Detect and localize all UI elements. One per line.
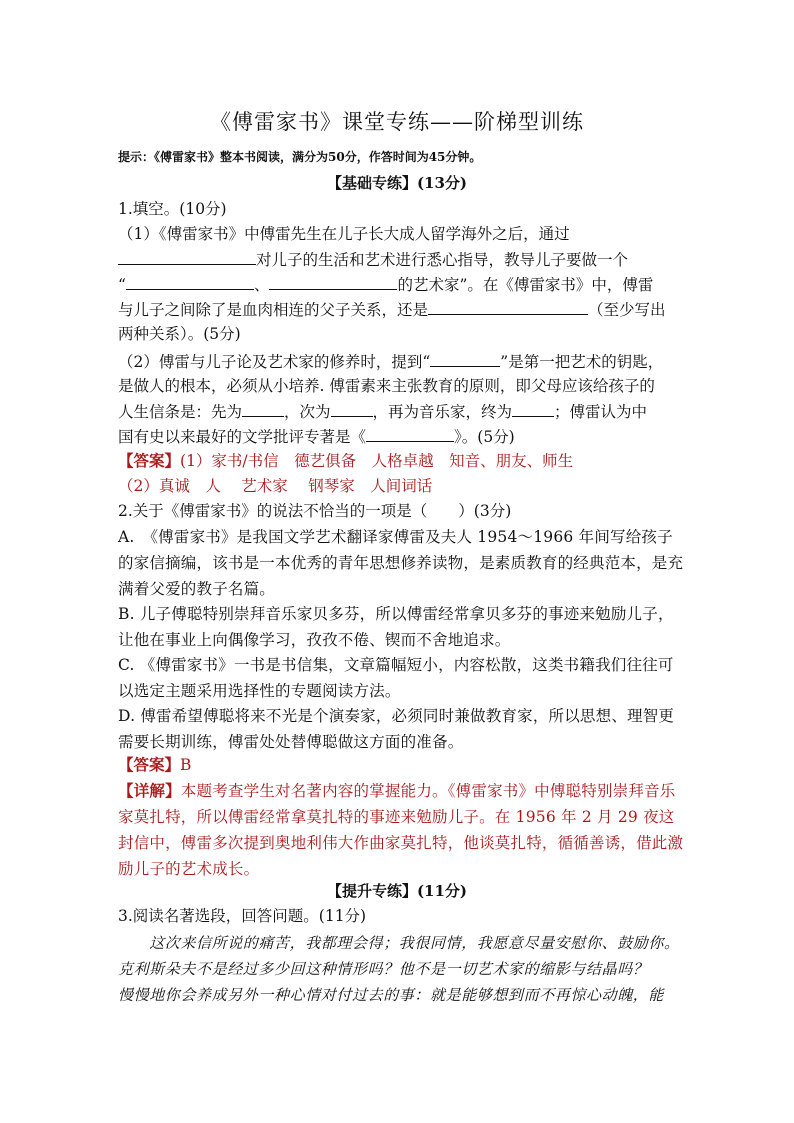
q3-heading: 3.阅读名著选段，回答问题。(11分) (118, 907, 367, 925)
q1-part2-text: ；傅雷认为中 (554, 403, 648, 421)
q3-passage-line1: 这次来信所说的痛苦，我都理会得；我很同情，我愿意尽量安慰你、鼓励你。 (118, 934, 680, 952)
page-title: 《傅雷家书》课堂专练——阶梯型训练 (210, 110, 584, 134)
q1-part2-line1 (118, 350, 663, 373)
blank-field (331, 400, 373, 417)
q2-option-a: A. 《傅雷家书》是我国文学艺术翻译家傅雷及夫人 1954～1966 年间写给孩子的家信摘编，该书是一本优秀的青年思想修养读物，是素质教育的经典范本，是充满着父爱的教子名篇。 (118, 528, 684, 598)
q1-part2-text: 人生信条是：先为 (118, 403, 243, 421)
q1-part2-line3 (118, 400, 647, 423)
q1-part1-text: 与儿子之间除了是血肉相连的父子关系，还是 (118, 301, 429, 319)
tip-text: 提示：《傅雷家书》整本书阅读，满分为50分，作答时间为45分钟。 (118, 150, 482, 164)
answer-text: (1）家书/书信 德艺俱备 人格卓越 知音、朋友、师生 (180, 452, 574, 470)
q1-part2-line4 (118, 425, 515, 448)
blank-field (269, 273, 397, 290)
q1-part1-line2 (118, 248, 628, 271)
q1-part2-text: 国有史以来最好的文学批评专著是《 (118, 428, 367, 446)
q2-heading: 2.关于《傅雷家书》的说法不恰当的一项是（ ）(3分) (118, 502, 512, 520)
q1-answer-line1 (118, 450, 573, 472)
q1-part2-text: （2）傅雷与儿子论及艺术家的修养时，提到“ (118, 353, 431, 371)
blank-field (430, 350, 500, 367)
q1-part1-line4 (118, 298, 666, 321)
blank-field (242, 400, 284, 417)
q1-part1-text: 的艺术家”。在《傅雷家书》中，傅雷 (397, 276, 654, 294)
q1-part1-line5: 两种关系）。(5分) (118, 325, 241, 343)
q1-part1-text: （至少写出 (588, 301, 666, 319)
blank-field (366, 425, 454, 442)
q1-part2-text: 》。(5分) (454, 428, 515, 446)
detail-text: 本题考查学生对名著内容的掌握能力。《傅雷家书》中傅聪特别崇拜音乐家莫扎特，所以傅雷经常拿莫扎特的事迹来勉励儿子。在 1956 年 2 月 29 夜这封信中，傅雷多次提到奥地利伟大作曲家莫扎特，他谈莫扎特，循循善诱，借此激励儿子的艺术成长。 (118, 782, 684, 878)
q1-heading: 1.填空。(10分) (118, 200, 227, 218)
q2-detail (118, 778, 688, 882)
section-advanced-heading: 【提升专练】(11分) (326, 882, 468, 900)
q2-option-d: D. 傅雷希望傅聪将来不光是个演奏家，必须同时兼做教育家，所以思想、理智更需要长期训练，傅雷处处替傅聪做这方面的准备。 (118, 707, 675, 751)
separator: 、 (253, 276, 270, 294)
detail-tag: 【详解】 (118, 781, 181, 800)
q1-part2-text: ”是第一把艺术的钥匙， (500, 353, 664, 371)
q3-passage-line2: 克利斯朵夫不是经过多少回这种情形吗？他不是一切艺术家的缩影与结晶吗？ (118, 960, 649, 978)
q1-part1-line1: （1）《傅雷家书》中傅雷先生在儿子长大成人留学海外之后，通过 (118, 225, 570, 243)
q1-part2-text: ，次为 (284, 403, 331, 421)
q1-part2-text: ，再为音乐家，终为 (372, 403, 513, 421)
q1-part1-line3 (118, 273, 653, 296)
section-basic-heading: 【基础专练】(13分) (326, 174, 468, 192)
q2-option-c: C. 《傅雷家书》一书是书信集，文章篇幅短小，内容松散，这类书籍我们往往可以选定主题采用选择性的专题阅读方法。 (118, 656, 674, 700)
blank-field (428, 298, 588, 315)
q1-part2-line2: 是做人的根本，必须从小培养. 傅雷素来主张教育的原则，即父母应该给孩子的 (118, 377, 655, 395)
blank-field (512, 400, 554, 417)
q1-part1-text: 对儿子的生活和艺术进行悉心指导，教导儿子要做一个 (256, 251, 629, 269)
answer-text: B (180, 756, 192, 774)
open-quote: “ (118, 276, 126, 294)
q1-answer-line2: （2）真诚 人 艺术家 钢琴家 人间词话 (118, 477, 433, 495)
answer-tag: 【答案】 (118, 755, 181, 774)
blank-field (126, 273, 254, 290)
blank-field (118, 248, 256, 265)
q3-passage-line3: 慢慢地你会养成另外一种心情对付过去的事：就是能够想到而不再惊心动魄，能 (118, 986, 665, 1004)
q2-answer (118, 754, 191, 776)
q2-option-b: B. 儿子傅聪特别崇拜音乐家贝多芬，所以傅雷经常拿贝多芬的事迹来勉励儿子，让他在事业上向偶像学习，孜孜不倦、锲而不舍地追求。 (118, 605, 674, 649)
answer-tag: 【答案】 (118, 451, 181, 470)
